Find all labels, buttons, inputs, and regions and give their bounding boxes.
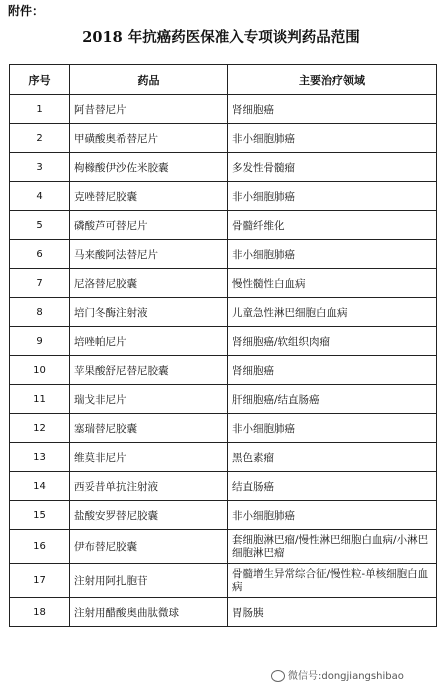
cell-drug-name: 塞瑞替尼胶囊: [70, 414, 228, 443]
cell-number: 1: [10, 95, 70, 124]
table-row: [10, 124, 437, 153]
table-row: [10, 385, 437, 414]
table-row: [10, 564, 437, 598]
cell-drug-name: 维莫非尼片: [70, 443, 228, 472]
table-body: [10, 95, 437, 627]
cell-treatment-area: 非小细胞肺癌: [228, 414, 437, 443]
cell-drug-name: 克唑替尼胶囊: [70, 182, 228, 211]
table-row: [10, 153, 437, 182]
table-header-row: [10, 65, 437, 95]
cell-drug-name: 伊布替尼胶囊: [70, 530, 228, 564]
cell-treatment-area: 骨髓纤维化: [228, 211, 437, 240]
cell-number: 18: [10, 598, 70, 627]
cell-treatment-area: 胃肠胰: [228, 598, 437, 627]
column-header-drug: 药品: [70, 65, 228, 95]
table-row: [10, 182, 437, 211]
cell-number: 12: [10, 414, 70, 443]
cell-treatment-area: 骨髓增生异常综合征/慢性粒-单核细胞白血病: [228, 564, 437, 598]
cell-treatment-area: 肾细胞癌: [228, 95, 437, 124]
cell-treatment-area: 黑色素瘤: [228, 443, 437, 472]
cell-number: 9: [10, 327, 70, 356]
cell-drug-name: 盐酸安罗替尼胶囊: [70, 501, 228, 530]
cell-treatment-area: 非小细胞肺癌: [228, 240, 437, 269]
table-row: [10, 211, 437, 240]
cell-drug-name: 阿昔替尼片: [70, 95, 228, 124]
cell-treatment-area: 多发性骨髓瘤: [228, 153, 437, 182]
cell-number: 14: [10, 472, 70, 501]
cell-drug-name: 培唑帕尼片: [70, 327, 228, 356]
drug-table: [9, 64, 437, 627]
cell-drug-name: 注射用醋酸奥曲肽微球: [70, 598, 228, 627]
cell-number: 2: [10, 124, 70, 153]
cell-treatment-area: 非小细胞肺癌: [228, 182, 437, 211]
cell-treatment-area: 非小细胞肺癌: [228, 124, 437, 153]
table-row: [10, 472, 437, 501]
wechat-icon: [271, 670, 285, 682]
table-row: [10, 598, 437, 627]
table-row: [10, 327, 437, 356]
cell-number: 5: [10, 211, 70, 240]
cell-drug-name: 尼洛替尼胶囊: [70, 269, 228, 298]
table-row: [10, 530, 437, 564]
cell-number: 4: [10, 182, 70, 211]
table-row: [10, 95, 437, 124]
table-row: [10, 501, 437, 530]
table-row: [10, 240, 437, 269]
cell-number: 6: [10, 240, 70, 269]
cell-drug-name: 枸橼酸伊沙佐米胶囊: [70, 153, 228, 182]
table-row: [10, 356, 437, 385]
table-row: [10, 443, 437, 472]
cell-number: 10: [10, 356, 70, 385]
column-header-area: 主要治疗领域: [228, 65, 437, 95]
cell-number: 11: [10, 385, 70, 414]
cell-drug-name: 磷酸芦可替尼片: [70, 211, 228, 240]
cell-treatment-area: 肝细胞癌/结直肠癌: [228, 385, 437, 414]
cell-treatment-area: 非小细胞肺癌: [228, 501, 437, 530]
column-header-no: 序号: [10, 65, 70, 95]
cell-number: 15: [10, 501, 70, 530]
cell-number: 3: [10, 153, 70, 182]
cell-drug-name: 甲磺酸奥希替尼片: [70, 124, 228, 153]
cell-number: 13: [10, 443, 70, 472]
cell-number: 8: [10, 298, 70, 327]
cell-number: 7: [10, 269, 70, 298]
table-row: [10, 269, 437, 298]
cell-treatment-area: 慢性髓性白血病: [228, 269, 437, 298]
table-row: [10, 414, 437, 443]
cell-drug-name: 马来酸阿法替尼片: [70, 240, 228, 269]
cell-treatment-area: 儿童急性淋巴细胞白血病: [228, 298, 437, 327]
attachment-label: 附件：: [8, 4, 45, 18]
table-row: [10, 298, 437, 327]
cell-drug-name: 培门冬酶注射液: [70, 298, 228, 327]
cell-treatment-area: 肾细胞癌/软组织肉瘤: [228, 327, 437, 356]
cell-number: 16: [10, 530, 70, 564]
page-title: 2018 年抗癌药医保准入专项谈判药品范围: [82, 29, 360, 46]
watermark-text: 微信号:dongjiangshibao: [288, 671, 404, 682]
cell-treatment-area: 套细胞淋巴瘤/慢性淋巴细胞白血病/小淋巴细胞淋巴瘤: [228, 530, 437, 564]
cell-drug-name: 苹果酸舒尼替尼胶囊: [70, 356, 228, 385]
watermark: [268, 666, 407, 683]
cell-drug-name: 注射用阿扎胞苷: [70, 564, 228, 598]
cell-drug-name: 瑞戈非尼片: [70, 385, 228, 414]
cell-treatment-area: 结直肠癌: [228, 472, 437, 501]
cell-treatment-area: 肾细胞癌: [228, 356, 437, 385]
cell-drug-name: 西妥昔单抗注射液: [70, 472, 228, 501]
cell-number: 17: [10, 564, 70, 598]
